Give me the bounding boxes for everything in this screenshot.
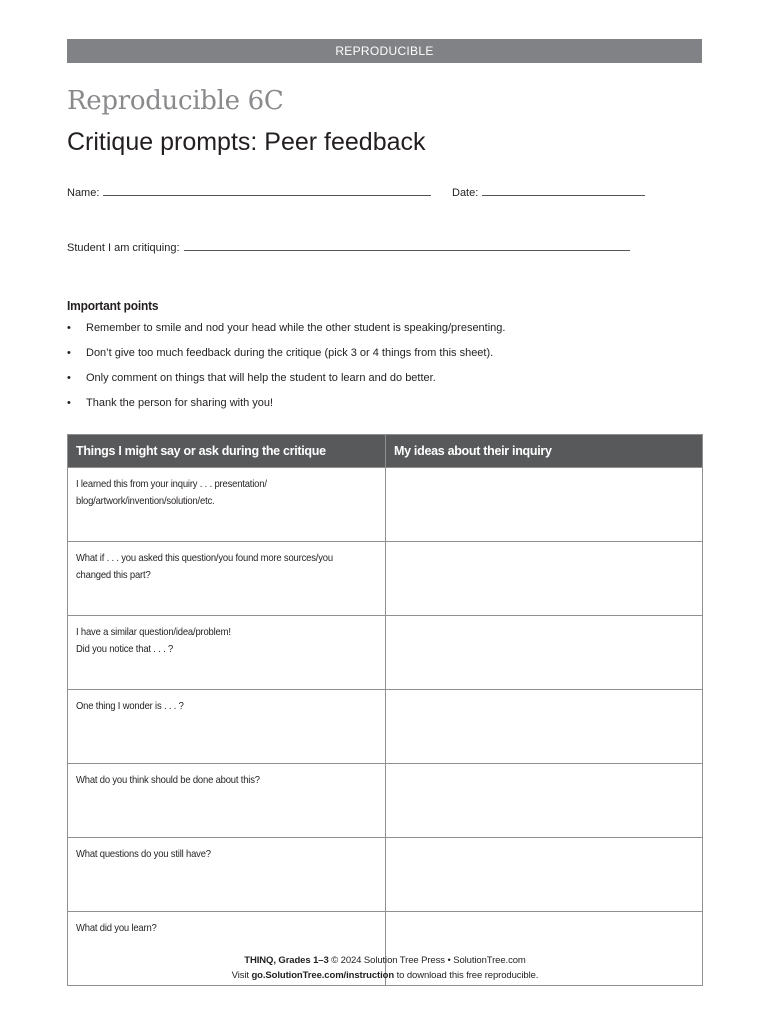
date-line[interactable] [482,185,645,196]
table-row [68,468,703,542]
list-item: • Remember to smile and nod your head while the other student is speaking/presenting. [67,322,506,334]
header-ideas: My ideas about their inquiry [386,435,703,468]
student-line[interactable] [184,240,630,251]
reproducible-label: Reproducible 6C [67,86,284,116]
banner-text: REPRODUCIBLE [335,44,434,58]
table-row [68,616,703,690]
name-label: Name: [67,187,100,199]
important-list [67,322,505,422]
date-label: Date: [452,187,479,199]
critique-table [67,434,703,986]
table-row [68,690,703,764]
prompt-cell: I learned this from your inquiry . . . presentation/ blog/artwork/invention/solution/etc. [68,468,386,542]
answer-cell[interactable] [386,616,703,690]
footer-download: Visit go.SolutionTree.com/instruction to download this free reproducible. [231,970,539,981]
prompt-cell: What if . . . you asked this question/you found more sources/you changed this part? [68,542,386,616]
answer-cell[interactable] [386,838,703,912]
table-row [68,542,703,616]
prompt-cell: What questions do you still have? [68,838,386,912]
prompt-cell: I have a similar question/idea/problem! Did you notice that . . . ? [68,616,386,690]
table-row [68,838,703,912]
prompt-cell: What do you think should be done about this? [68,764,386,838]
list-item: • Thank the person for sharing with you! [67,397,274,409]
student-label: Student I am critiquing: [67,242,180,254]
reproducible-banner [67,39,702,63]
answer-cell[interactable] [386,542,703,616]
answer-cell[interactable] [386,468,703,542]
prompt-cell: One thing I wonder is . . . ? [68,690,386,764]
page-title: Critique prompts: Peer feedback [67,128,426,156]
footer-copyright: THINQ, Grades 1–3 © 2024 Solution Tree Press • SolutionTree.com [244,955,526,966]
answer-cell[interactable] [386,764,703,838]
answer-cell[interactable] [386,690,703,764]
table-row [68,764,703,838]
date-field[interactable] [452,185,645,199]
table-header-row [68,435,703,468]
list-item: • Don’t give too much feedback during the critique (pick 3 or 4 things from this sheet). [67,347,494,359]
important-heading: Important points [67,298,159,313]
name-field[interactable] [67,185,431,199]
header-prompts: Things I might say or ask during the critique [68,435,386,468]
prompt-cell: What did you learn? [68,912,386,986]
student-field[interactable] [67,240,630,254]
name-line[interactable] [103,185,431,196]
list-item: • Only comment on things that will help the student to learn and do better. [67,372,436,384]
download-link[interactable]: go.SolutionTree.com/instruction [251,970,395,981]
